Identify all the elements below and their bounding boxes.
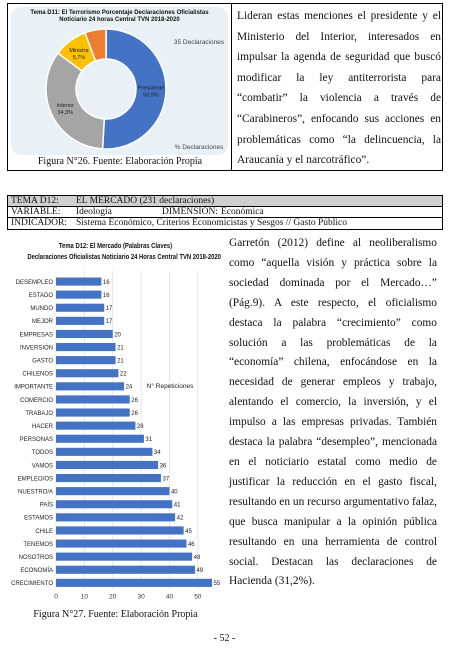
- category-label: CHILENOS: [22, 371, 53, 378]
- bar: [56, 540, 186, 548]
- bar: [56, 278, 101, 286]
- pie-slice-label: Ministra: [69, 48, 89, 55]
- bar: [56, 422, 135, 430]
- bar: [56, 395, 130, 403]
- pie-title-line2: Noticiario 24 horas Central TVN 2018-2020: [59, 17, 180, 23]
- data-label: 41: [173, 502, 181, 509]
- bar-chart-svg: [8, 235, 223, 607]
- bar: [56, 409, 130, 417]
- top-paragraph: Lideran estas menciones el presidente y el Ministerio del Interior, interesados en impulsar la agenda de seguridad que buscó modificar la ley antiterrorista para “combatir” la violencia a través de “Carabineros”, enfocando sus acciones en problemáticas como “la delincuencia, la Araucanía y el narcotráfico”.: [237, 10, 441, 167]
- x-tick-label: 0: [54, 593, 58, 601]
- bar: [56, 579, 212, 587]
- pie-chart-svg: [11, 7, 228, 155]
- pie-slice-percent: 34,3%: [57, 110, 74, 117]
- data-label: 48: [193, 554, 201, 561]
- pie-slice: [46, 53, 104, 149]
- category-label: GASTO: [32, 358, 53, 365]
- category-label: HACER: [31, 423, 53, 430]
- tema-d12-table: [7, 195, 443, 230]
- indicator-row: [8, 218, 442, 229]
- bar: [56, 448, 152, 456]
- data-label: 49: [196, 568, 204, 575]
- bar: [56, 304, 104, 312]
- data-label: 31: [145, 437, 153, 444]
- category-label: ESTADO: [28, 292, 53, 299]
- tema-key: TEMA D12:: [11, 196, 59, 206]
- indicator-key: INDICADOR:: [11, 218, 67, 228]
- figure-26-caption: Figura N°26. Fuente: Elaboración Propia: [37, 156, 203, 167]
- x-tick-label: 10: [80, 593, 88, 601]
- category-label: NOSOTROS: [18, 554, 53, 561]
- dimension-value: Económica: [221, 207, 264, 217]
- tema-value: EL MERCADO (231 declaraciones): [76, 196, 215, 206]
- category-label: NUESTRO/A: [17, 489, 53, 496]
- bar: [56, 382, 124, 390]
- category-label: TODOS: [31, 450, 53, 457]
- category-label: MEJOR: [32, 319, 53, 326]
- bar: [56, 330, 113, 338]
- dimension-key: DIMENSIÓN:: [162, 207, 218, 217]
- bar: [56, 356, 116, 364]
- data-label: 55: [213, 581, 221, 588]
- category-label: PAÍS: [39, 502, 53, 509]
- data-label: 21: [117, 358, 124, 365]
- data-label: 26: [131, 410, 138, 417]
- bar: [56, 343, 116, 351]
- category-label: ECONOMÍA: [20, 568, 53, 575]
- data-label: 46: [187, 541, 195, 548]
- category-label: VAMOS: [31, 463, 53, 470]
- category-label: TENEMOS: [23, 541, 53, 548]
- bar-chart-title-line2: Declaraciones Oficialistas Noticiario 24 Horas Central TVN 2018-2020: [27, 252, 221, 261]
- data-label: 36: [159, 463, 167, 470]
- category-label: IMPORTANTE: [14, 384, 53, 391]
- tema-row: [8, 196, 442, 207]
- data-label: 16: [102, 292, 110, 299]
- figure-27-caption: Figura N°27. Fuente: Elaboración Propia: [33, 609, 198, 620]
- pie-legend-top: 35 Declaraciones: [173, 39, 225, 46]
- category-label: INVERSIÓN: [19, 345, 53, 352]
- pie-chart-title: [11, 10, 228, 24]
- data-label: 28: [136, 423, 144, 430]
- bar: [56, 435, 144, 443]
- variable-row: [8, 207, 442, 218]
- data-label: 20: [114, 332, 121, 339]
- data-label: 21: [117, 345, 124, 352]
- pie-slice-label: Presidente: [137, 85, 165, 92]
- pie-title-line1: Tema D11: El Terrorismo Porcentaje Declaraciones Oficialistas: [30, 10, 209, 16]
- bar-legend: N° Repeticiones: [146, 383, 194, 390]
- pie-slice-percent: 5,7%: [72, 55, 86, 62]
- pie-legend-bottom: % Declaraciones: [174, 144, 224, 151]
- bar: [56, 566, 195, 574]
- bar: [56, 461, 158, 469]
- category-label: TRABAJO: [25, 410, 53, 417]
- bar: [56, 500, 172, 508]
- figure-26-cell: [8, 4, 232, 170]
- data-label: 40: [170, 489, 178, 496]
- bar: [56, 487, 169, 495]
- category-label: CRECIMIENTO: [11, 581, 53, 588]
- category-label: MUNDO: [30, 306, 53, 313]
- variable-value: Ideología: [76, 207, 112, 217]
- category-label: EMPLEO/OS: [17, 476, 53, 483]
- data-label: 26: [131, 397, 138, 404]
- data-label: 16: [102, 279, 110, 286]
- category-label: EMPRESAS: [19, 332, 53, 339]
- bar: [56, 526, 184, 534]
- pie-slice-label: Interior: [56, 103, 74, 110]
- bar-chart: [8, 235, 223, 607]
- x-tick-label: 30: [137, 593, 145, 601]
- data-label: 17: [105, 306, 113, 313]
- category-label: ESTAMOS: [24, 515, 53, 522]
- variable-key: VARIABLE:: [11, 207, 61, 217]
- category-label: CHILE: [35, 528, 53, 535]
- bar: [56, 317, 104, 325]
- data-label: 42: [176, 515, 184, 522]
- pie-chart: [11, 7, 228, 155]
- indicator-value: Sistema Económico, Criterios Economicistas y Sesgos // Gasto Público: [76, 218, 347, 228]
- category-label: PERSONAS: [19, 437, 53, 444]
- x-tick-label: 50: [194, 593, 202, 601]
- bar: [56, 474, 161, 482]
- data-label: 17: [105, 319, 113, 326]
- top-table: [7, 3, 443, 171]
- data-label: 45: [185, 528, 192, 535]
- data-label: 22: [119, 371, 127, 378]
- bar-chart-title-line1: Tema D12: El Mercado (Palabras Claves): [58, 241, 173, 250]
- data-label: 34: [153, 450, 161, 457]
- page-number: - 52 -: [213, 633, 236, 644]
- bar: [56, 513, 175, 521]
- bottom-paragraph: Garretón (2012) define al neoliberalismo como “aquella visión y práctica sobre la sociedad dominada por el Mercado…” (Pág.9). A este respecto, el oficialismo destaca la palabra “crecimiento” como solución a las problemáticas de la “economía” chilena, enfocándose en la necesidad de generar empleos y trabajo, alentando el comercio, la inversión, y el impulso a las empresas privadas. También destaca la palabra “desempleo”, mencionada en el noticiario estatal como medio de justificar la reducción en el gasto fiscal, resultando en un recurso argumentativo falaz, que busca manipular a la opinión pública resultando en una herramienta de control social. Destacan las declaraciones de Hacienda (31,2%).: [229, 237, 437, 588]
- category-label: COMERCIO: [20, 397, 53, 404]
- bar: [56, 369, 118, 377]
- bar: [56, 291, 101, 299]
- pie-slice-percent: 50,9%: [143, 92, 159, 99]
- x-tick-label: 40: [165, 593, 174, 601]
- category-label: DESEMPLEO: [15, 279, 53, 286]
- x-tick-label: 20: [109, 593, 117, 601]
- data-label: 37: [162, 476, 170, 483]
- bar: [56, 553, 192, 561]
- data-label: 24: [125, 384, 133, 391]
